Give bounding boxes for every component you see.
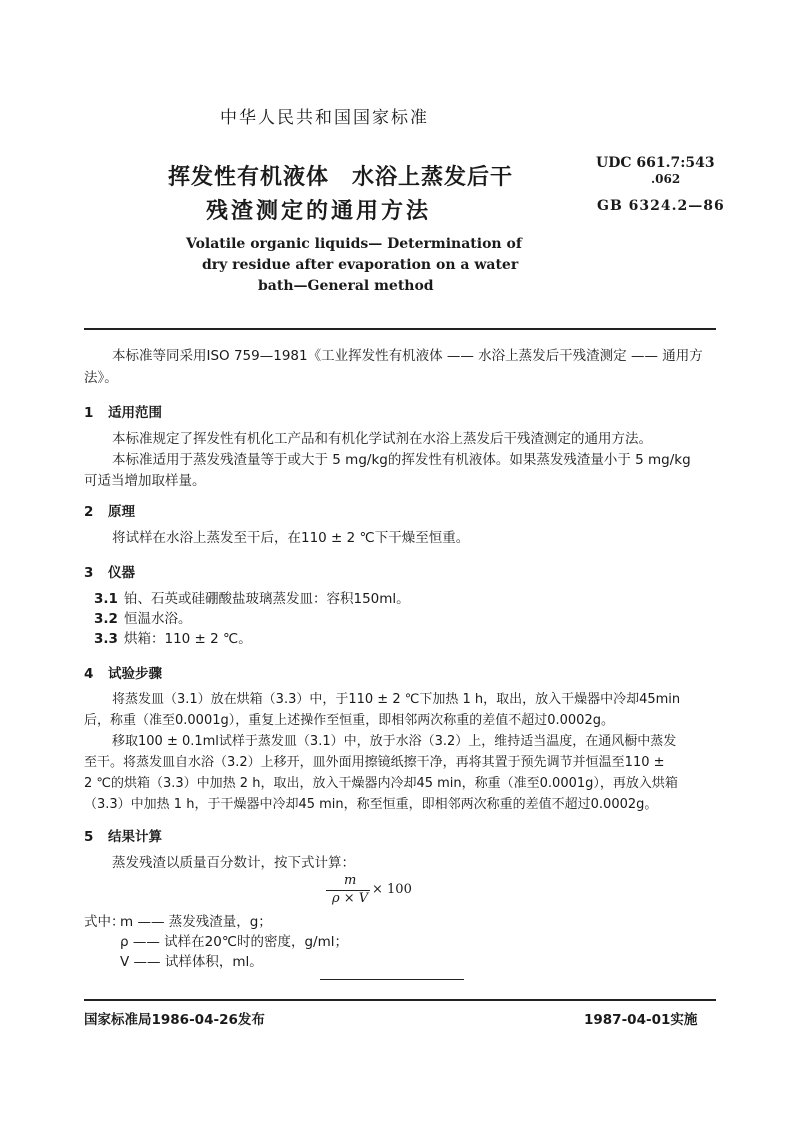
section-5-p1: 蒸发残渣以质量百分数计，按下式计算： — [112, 855, 355, 871]
section-title: 仪器 — [108, 565, 135, 581]
item-text: 恒温水浴。 — [124, 611, 192, 627]
item-text: 烘箱：110 ± 2 ℃。 — [124, 631, 252, 647]
intro-line1: 本标准等同采用ISO 759—1981《工业挥发性有机液体 —— 水浴上蒸发后干残渣测定 —— 通用方 — [112, 348, 703, 364]
issue-date: 国家标准局1986-04-26发布 — [84, 1012, 265, 1028]
section-title: 试验步骤 — [108, 666, 162, 682]
section-number: 4 — [84, 666, 94, 682]
section-number: 1 — [84, 405, 94, 421]
section-3-heading — [84, 561, 135, 581]
section-title: 适用范围 — [108, 405, 162, 421]
footer-divider — [84, 999, 716, 1001]
section-number: 5 — [84, 829, 94, 845]
section-3-item-2 — [94, 609, 192, 629]
section-1-p2-line2: 可适当增加取样量。 — [84, 473, 206, 489]
effective-date: 1987-04-01实施 — [584, 1012, 698, 1028]
section-title: 结果计算 — [108, 829, 162, 845]
header-divider — [84, 328, 716, 330]
section-2-heading — [84, 500, 135, 520]
section-1-p2-line1: 本标准适用于蒸发残渣量等于或大于 5 mg/kg的挥发性有机液体。如果蒸发残渣量小于 5 mg/kg — [112, 452, 691, 468]
section-4-p2-line4: （3.3）中加热 1 h，于干燥器中冷却45 min，称至恒重，即相邻两次称重的差值不超过0.0002g。 — [84, 797, 658, 812]
udc-code-line2: .062 — [651, 172, 681, 186]
section-number: 3 — [84, 565, 94, 581]
item-number: 3.2 — [94, 611, 118, 627]
formula-def-v: V —— 试样体积，ml。 — [120, 954, 263, 970]
issuing-body-title: 中华人民共和国国家标准 — [220, 108, 429, 128]
section-3-item-3 — [94, 629, 252, 649]
section-number: 2 — [84, 504, 94, 520]
gb-number: GB 6324.2—86 — [597, 198, 725, 214]
formula-numerator: m — [344, 873, 357, 888]
section-4-p2-line1: 移取100 ± 0.1ml试样于蒸发皿（3.1）中，放于水浴（3.2）上，维持适当温度，在通风橱中蒸发 — [112, 734, 677, 749]
section-4-p1-line2: 后，称重（准至0.0001g），重复上述操作至恒重，即相邻两次称重的差值不超过0.0002g。 — [84, 713, 614, 728]
section-4-heading — [84, 662, 162, 682]
section-4-p2-line2: 至干。将蒸发皿自水浴（3.2）上移开，皿外面用擦镜纸擦干净，再将其置于预先调节并恒温至110 ± — [84, 755, 665, 770]
section-2-p1: 将试样在水浴上蒸发至干后，在110 ± 2 ℃下干燥至恒重。 — [112, 530, 470, 546]
udc-code-line1: UDC 661.7:543 — [596, 155, 715, 171]
section-4-p2-line3: 2 ℃的烘箱（3.3）中加热 2 h，取出，放入干燥器内冷却45 min，称重（准至0.0001g），再放入烘箱 — [84, 776, 678, 791]
end-short-rule — [320, 979, 464, 980]
section-5-heading — [84, 825, 162, 845]
english-title-line3: bath—General method — [258, 278, 434, 294]
standard-title-line2: 残渣测定的通用方法 — [206, 199, 432, 224]
section-title: 原理 — [108, 504, 135, 520]
section-4-p1-line1: 将蒸发皿（3.1）放在烘箱（3.3）中，于110 ± 2 ℃下加热 1 h，取出，放入干燥器中冷却45min — [112, 692, 681, 707]
formula-def-m: m —— 蒸发残渣量，g； — [120, 914, 272, 930]
section-1-heading — [84, 401, 162, 421]
item-number: 3.1 — [94, 591, 118, 607]
formula-denominator: ρ × V — [332, 891, 369, 906]
section-1-p1: 本标准规定了挥发性有机化工产品和有机化学试剂在水浴上蒸发后干残渣测定的通用方法。 — [112, 431, 652, 447]
standard-title-line1: 挥发性有机液体 水浴上蒸发后干 — [168, 165, 514, 190]
section-3-item-1 — [94, 589, 410, 609]
english-title-line2: dry residue after evaporation on a water — [202, 257, 519, 273]
intro-line2: 法》。 — [84, 370, 118, 386]
english-title-line1: Volatile organic liquids— Determination of — [186, 236, 522, 252]
item-text: 铂、石英或硅硼酸盐玻璃蒸发皿：容积150ml。 — [124, 591, 410, 607]
item-number: 3.3 — [94, 631, 118, 647]
formula-where-label: 式中： — [84, 914, 125, 930]
formula-multiplier: × 100 — [372, 882, 412, 897]
formula-def-rho: ρ —— 试样在20℃时的密度，g/ml； — [120, 934, 349, 950]
